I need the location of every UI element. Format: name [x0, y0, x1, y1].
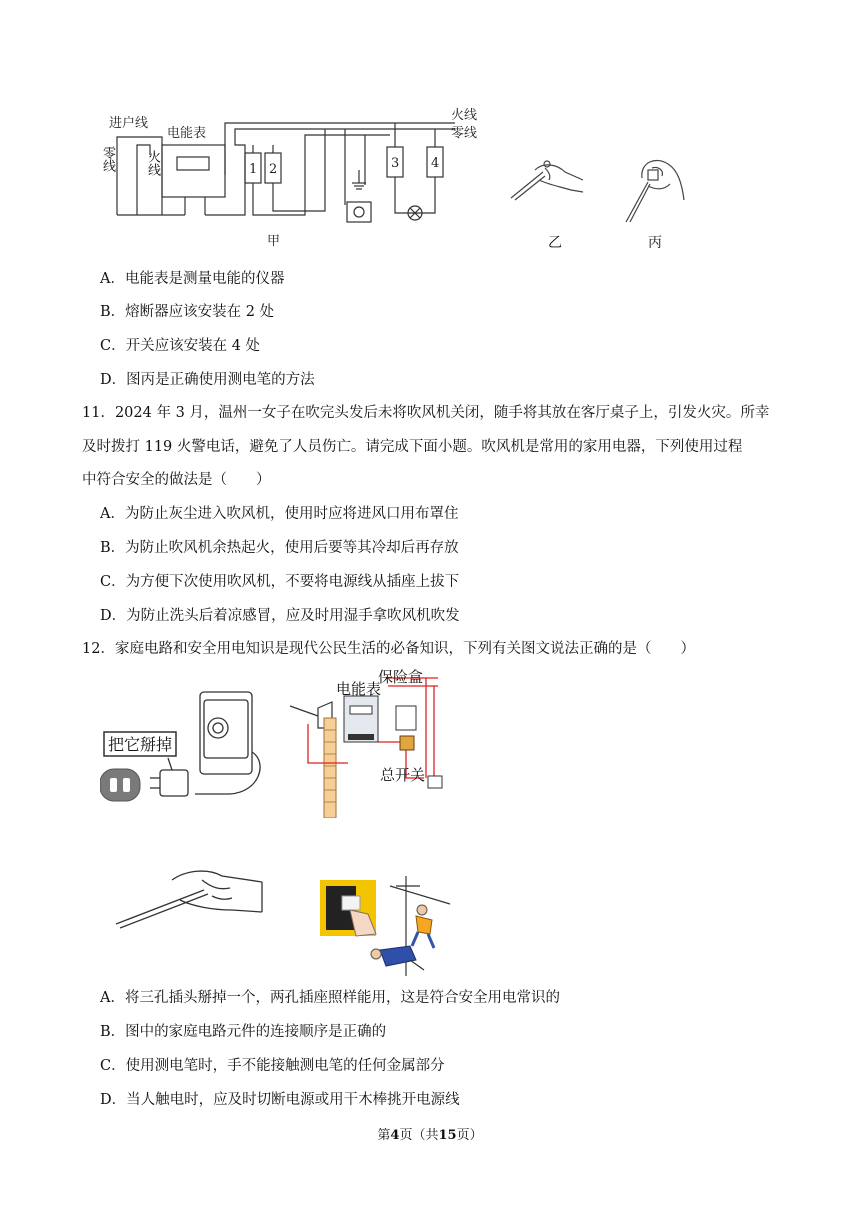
q10-option-d: D．图丙是正确使用测电笔的方法 [100, 372, 315, 388]
label-live-right: 火线 [451, 108, 478, 123]
label-incoming: 进户线 [109, 116, 149, 131]
q12-stem: 12．家庭电路和安全用电知识是现代公民生活的必备知识，下列有关图文说法正确的是（ ） [82, 641, 695, 657]
q11-stem-line-2: 及时拨打 119 火警电话，避免了人员伤亡。请完成下面小题。吹风机是常用的家用电器，下列使用过程 [82, 439, 743, 455]
q11-option-c: C．为方便下次使用吹风机，不要将电源线从插座上拔下 [100, 574, 460, 590]
caption-yi: 乙 [548, 235, 562, 251]
q11-option-d: D．为防止洗头后着凉感冒，应及时用湿手拿吹风机吹发 [100, 608, 460, 624]
q11-stem-line-3: 中符合安全的做法是（ ） [82, 472, 271, 488]
footer-total-pages: 15 [438, 1128, 457, 1143]
q11-option-b: B．为防止吹风机余热起火，使用后要等其冷却后再存放 [100, 540, 459, 556]
q10-option-c: C．开关应该安装在 4 处 [100, 338, 261, 354]
hand-test-pen-image [112, 866, 267, 934]
label-neutral-right: 零线 [451, 126, 478, 141]
electric-shock-rescue-image [320, 874, 455, 976]
three-pin-plug-image [100, 682, 270, 807]
test-pen-hand-bing-image [612, 150, 692, 225]
label-box2: 2 [269, 162, 278, 177]
q10-option-a: A．电能表是测量电能的仪器 [100, 271, 285, 287]
q12-option-b: B．图中的家庭电路元件的连接顺序是正确的 [100, 1024, 387, 1040]
page-footer [0, 1127, 860, 1145]
label-box1: 1 [249, 162, 258, 177]
q11-stem-line-1: 11．2024 年 3 月，温州一女子在吹完头发后未将吹风机关闭，随手将其放在客厅桌子上，引发火灾。所幸 [82, 405, 770, 421]
q10-option-b: B．熔断器应该安装在 2 处 [100, 304, 275, 320]
q11-option-a: A．为防止灰尘进入吹风机，使用时应将进风口用布罩住 [100, 506, 459, 522]
footer-page-number: 4 [390, 1128, 400, 1143]
caption-bing: 丙 [648, 235, 662, 251]
circuit-mainswitch-label: 总开关 [380, 766, 426, 784]
label-neutral-left: 零线 [100, 146, 115, 172]
footer-middle: 页（共 [399, 1128, 439, 1143]
circuit-meter-label: 电能表 [336, 680, 382, 698]
test-pen-hand-yi-image [505, 150, 585, 210]
circuit-figure-jia [95, 105, 495, 250]
household-circuit-image [288, 668, 468, 818]
footer-suffix: 页） [456, 1128, 483, 1143]
q12-option-a: A．将三孔插头掰掉一个，两孔插座照样能用，这是符合安全用电常识的 [100, 990, 560, 1006]
label-live-left: 火线 [145, 150, 160, 176]
caption-jia: 甲 [267, 234, 281, 249]
footer-prefix: 第 [377, 1128, 391, 1143]
plug-sign-label: 把它掰掉 [108, 735, 173, 754]
label-box3: 3 [391, 156, 400, 171]
label-meter: 电能表 [167, 126, 207, 141]
label-box4: 4 [431, 156, 440, 171]
circuit-fusebox-label: 保险盒 [378, 668, 424, 686]
q12-option-d: D．当人触电时，应及时切断电源或用干木棒挑开电源线 [100, 1092, 460, 1108]
q12-option-c: C．使用测电笔时，手不能接触测电笔的任何金属部分 [100, 1058, 445, 1074]
